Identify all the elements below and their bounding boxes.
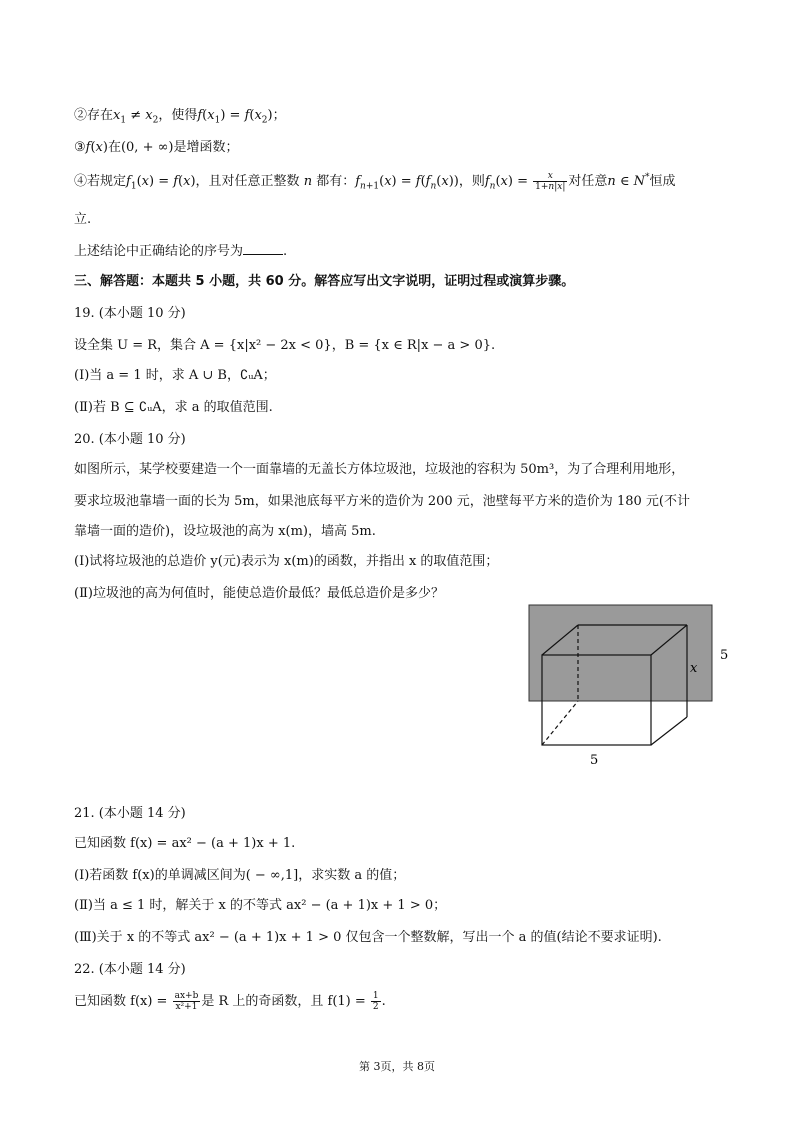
item-4-f: 恒成 <box>649 174 676 189</box>
item-4: ④若规定$f_1(x) = f(x)$，且对任意正整数 n 都有：$f_{n+1}(x) = f(f_n(x))$，则$f_n(x)$ = $\frac{x}{1+n|x|}$ 对任意n ∈ N*恒成 <box>74 171 676 192</box>
section-3-heading: 三、解答题：本题共 5 小题，共 60 分。解答应写出文字说明，证明过程或演算步骤。 <box>74 274 575 289</box>
q21-stem: 已知函数 f(x) = ax² − (a + 1)x + 1. <box>74 836 296 851</box>
item-3: ③f(x)在(0, + ∞)是增函数； <box>74 140 239 155</box>
wall-rect <box>529 605 712 701</box>
garbage-pool-figure <box>520 600 740 770</box>
item-2-mid: ，使得 <box>158 108 198 123</box>
q20-head: 20. (本小题 10 分) <box>74 432 186 447</box>
item-4-cont: 立. <box>74 212 92 227</box>
answer-blank <box>243 242 283 255</box>
q22-head: 22. (本小题 14 分) <box>74 962 186 977</box>
ask-text: 上述结论中正确结论的序号为 <box>74 244 244 259</box>
q20-part1: (Ⅰ)试将垃圾池的总造价 y(元)表示为 x(m)的函数，并指出 x 的取值范围； <box>74 554 499 569</box>
q22-stem <box>74 990 386 1012</box>
q21-part2: (Ⅱ)当 a ≤ 1 时，解关于 x 的不等式 ax² − (a + 1)x + 1 > 0； <box>74 898 447 913</box>
item-4-c: 都有： <box>316 174 356 189</box>
q20-line1: 如图所示，某学校要建造一个一面靠墙的无盖长方体垃圾池，垃圾池的容积为 50m³，为了合理利用地形， <box>74 462 685 477</box>
label-bottom: 5 <box>590 753 599 768</box>
q20-part2: (Ⅱ)垃圾池的高为何值时，能使总造价最低？最低总造价是多少？ <box>74 586 444 601</box>
label-x: x <box>690 661 698 676</box>
page-footer: 第 3页，共 8页 <box>359 1060 435 1073</box>
item-4-b: ，且对任意正整数 <box>195 174 300 189</box>
q19-stem: 设全集 U = R，集合 A = {x|x² − 2x < 0}，B = {x ∈ R|x − a > 0}. <box>74 338 496 353</box>
q22-fraction <box>173 991 201 1012</box>
q22-stem-a: 已知函数 f(x) = <box>74 994 168 1009</box>
item-4-e: 对任意 <box>568 174 608 189</box>
item-2: ②存在$x_1 \ne x_2$，使得$f(x_1) = f(x_2)$； <box>74 108 286 126</box>
q21-part1: (Ⅰ)若函数 f(x)的单调减区间为( − ∞,1]，求实数 a 的值； <box>74 868 406 883</box>
q20-line3: 靠墙一面的造价)，设垃圾池的高为 x(m)，墙高 5m. <box>74 524 376 539</box>
q22-half <box>371 991 381 1012</box>
q21-head: 21. (本小题 14 分) <box>74 806 186 821</box>
ask-end: . <box>283 244 288 259</box>
item-3-text: 在(0, + ∞)是增函数； <box>107 140 239 155</box>
item-4-d: ，则 <box>458 174 485 189</box>
item-3-prefix: ③ <box>74 140 86 155</box>
label-right: 5 <box>720 648 729 663</box>
q22-half-den: 2 <box>372 1002 379 1012</box>
fraction: $\frac{x}{1+n|x|}$ <box>535 171 566 192</box>
q21-part3: (Ⅲ)关于 x 的不等式 ax² − (a + 1)x + 1 > 0 仅包含一个整数解，写出一个 a 的值(结论不要求证明). <box>74 930 662 945</box>
q22-frac-num: ax+b <box>174 991 199 1001</box>
q19-part1: (Ⅰ)当 a = 1 时，求 A ∪ B，∁ᵤA； <box>74 368 276 383</box>
q19-head: 19. (本小题 10 分) <box>74 306 186 321</box>
q20-line2: 要求垃圾池靠墙一面的长为 5m，如果池底每平方米的造价为 200 元，池壁每平方米的造价为 180 元(不计 <box>74 494 690 509</box>
item-2-prefix: ②存在 <box>74 108 114 123</box>
q22-half-num: 1 <box>372 991 379 1001</box>
q19-part2: (Ⅱ)若 B ⊆ ∁ᵤA，求 a 的取值范围. <box>74 400 273 415</box>
item-4-a: ④若规定 <box>74 174 127 189</box>
q22-stem-c: . <box>381 994 386 1009</box>
q22-stem-b: 是 R 上的奇函数，且 f(1) = <box>201 994 366 1009</box>
q22-frac-den: x²+1 <box>175 1002 198 1012</box>
ask-line <box>74 240 287 259</box>
